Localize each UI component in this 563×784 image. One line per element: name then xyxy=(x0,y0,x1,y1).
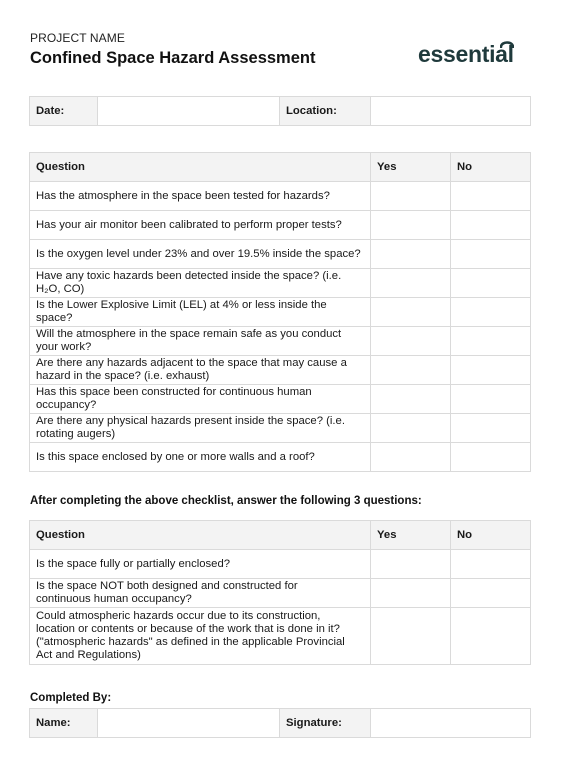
yes-cell[interactable] xyxy=(371,443,451,472)
logo-arch-icon xyxy=(500,38,514,48)
table-row xyxy=(30,356,531,385)
followup-header-row xyxy=(30,521,531,550)
project-name: PROJECT NAME xyxy=(30,31,125,45)
table-row xyxy=(30,550,531,579)
signature-label: Signature: xyxy=(280,709,371,738)
checklist-header-row xyxy=(30,153,531,182)
name-label: Name: xyxy=(30,709,98,738)
no-cell[interactable] xyxy=(451,356,531,385)
no-cell[interactable] xyxy=(451,182,531,211)
column-no: No xyxy=(451,153,531,182)
question-text: Has the atmosphere in the space been tested for hazards? xyxy=(30,182,371,211)
question-text: Are there any hazards adjacent to the space that may cause a hazard in the space? (i.e. exhaust) xyxy=(30,356,371,385)
question-text: Is the oxygen level under 23% and over 19.5% inside the space? xyxy=(30,240,371,269)
question-text: Could atmospheric hazards occur due to its construction, location or contents or because of the work that is done in it? ("atmospheric hazards" as defined in the applicable Provincial Act and Regulations) xyxy=(30,608,371,665)
no-cell[interactable] xyxy=(451,327,531,356)
table-row xyxy=(30,385,531,414)
table-row xyxy=(30,182,531,211)
table-row xyxy=(30,579,531,608)
hazard-checklist-table xyxy=(29,152,531,472)
column-no: No xyxy=(451,521,531,550)
followup-questions-table xyxy=(29,520,531,665)
no-cell[interactable] xyxy=(451,579,531,608)
date-field[interactable] xyxy=(98,97,280,126)
question-text: Has your air monitor been calibrated to perform proper tests? xyxy=(30,211,371,240)
question-text: Is the space NOT both designed and constructed for continuous human occupancy? xyxy=(30,579,371,608)
table-row xyxy=(30,298,531,327)
table-row xyxy=(30,211,531,240)
signoff-table xyxy=(29,708,531,738)
yes-cell[interactable] xyxy=(371,608,451,665)
no-cell[interactable] xyxy=(451,550,531,579)
yes-cell[interactable] xyxy=(371,269,451,298)
yes-cell[interactable] xyxy=(371,385,451,414)
date-label: Date: xyxy=(30,97,98,126)
table-row xyxy=(30,269,531,298)
no-cell[interactable] xyxy=(451,414,531,443)
document-title: Confined Space Hazard Assessment xyxy=(30,49,316,67)
table-row xyxy=(30,240,531,269)
brand-logo xyxy=(418,38,530,68)
table-row xyxy=(30,443,531,472)
no-cell[interactable] xyxy=(451,298,531,327)
completed-by-heading: Completed By: xyxy=(30,692,112,704)
question-text: Are there any physical hazards present inside the space? (i.e. rotating augers) xyxy=(30,414,371,443)
table-row xyxy=(30,327,531,356)
question-text: Will the atmosphere in the space remain safe as you conduct your work? xyxy=(30,327,371,356)
followup-intro: After completing the above checklist, answer the following 3 questions: xyxy=(30,495,422,507)
yes-cell[interactable] xyxy=(371,182,451,211)
column-yes: Yes xyxy=(371,153,451,182)
table-row xyxy=(30,414,531,443)
column-question: Question xyxy=(30,153,371,182)
logo-wordmark: essential xyxy=(418,41,514,67)
yes-cell[interactable] xyxy=(371,298,451,327)
yes-cell[interactable] xyxy=(371,579,451,608)
yes-cell[interactable] xyxy=(371,240,451,269)
question-text: Is this space enclosed by one or more walls and a roof? xyxy=(30,443,371,472)
no-cell[interactable] xyxy=(451,385,531,414)
no-cell[interactable] xyxy=(451,443,531,472)
table-row xyxy=(30,608,531,665)
no-cell[interactable] xyxy=(451,211,531,240)
yes-cell[interactable] xyxy=(371,211,451,240)
yes-cell[interactable] xyxy=(371,327,451,356)
question-text: Is the Lower Explosive Limit (LEL) at 4% or less inside the space? xyxy=(30,298,371,327)
yes-cell[interactable] xyxy=(371,414,451,443)
question-text: Have any toxic hazards been detected inside the space? (i.e. H₂O, CO) xyxy=(30,269,371,298)
yes-cell[interactable] xyxy=(371,550,451,579)
column-yes: Yes xyxy=(371,521,451,550)
location-label: Location: xyxy=(280,97,371,126)
no-cell[interactable] xyxy=(451,269,531,298)
location-field[interactable] xyxy=(371,97,531,126)
yes-cell[interactable] xyxy=(371,356,451,385)
column-question: Question xyxy=(30,521,371,550)
name-field[interactable] xyxy=(98,709,280,738)
no-cell[interactable] xyxy=(451,608,531,665)
question-text: Is the space fully or partially enclosed? xyxy=(30,550,371,579)
signature-field[interactable] xyxy=(371,709,531,738)
no-cell[interactable] xyxy=(451,240,531,269)
date-location-table xyxy=(29,96,531,126)
question-text: Has this space been constructed for continuous human occupancy? xyxy=(30,385,371,414)
